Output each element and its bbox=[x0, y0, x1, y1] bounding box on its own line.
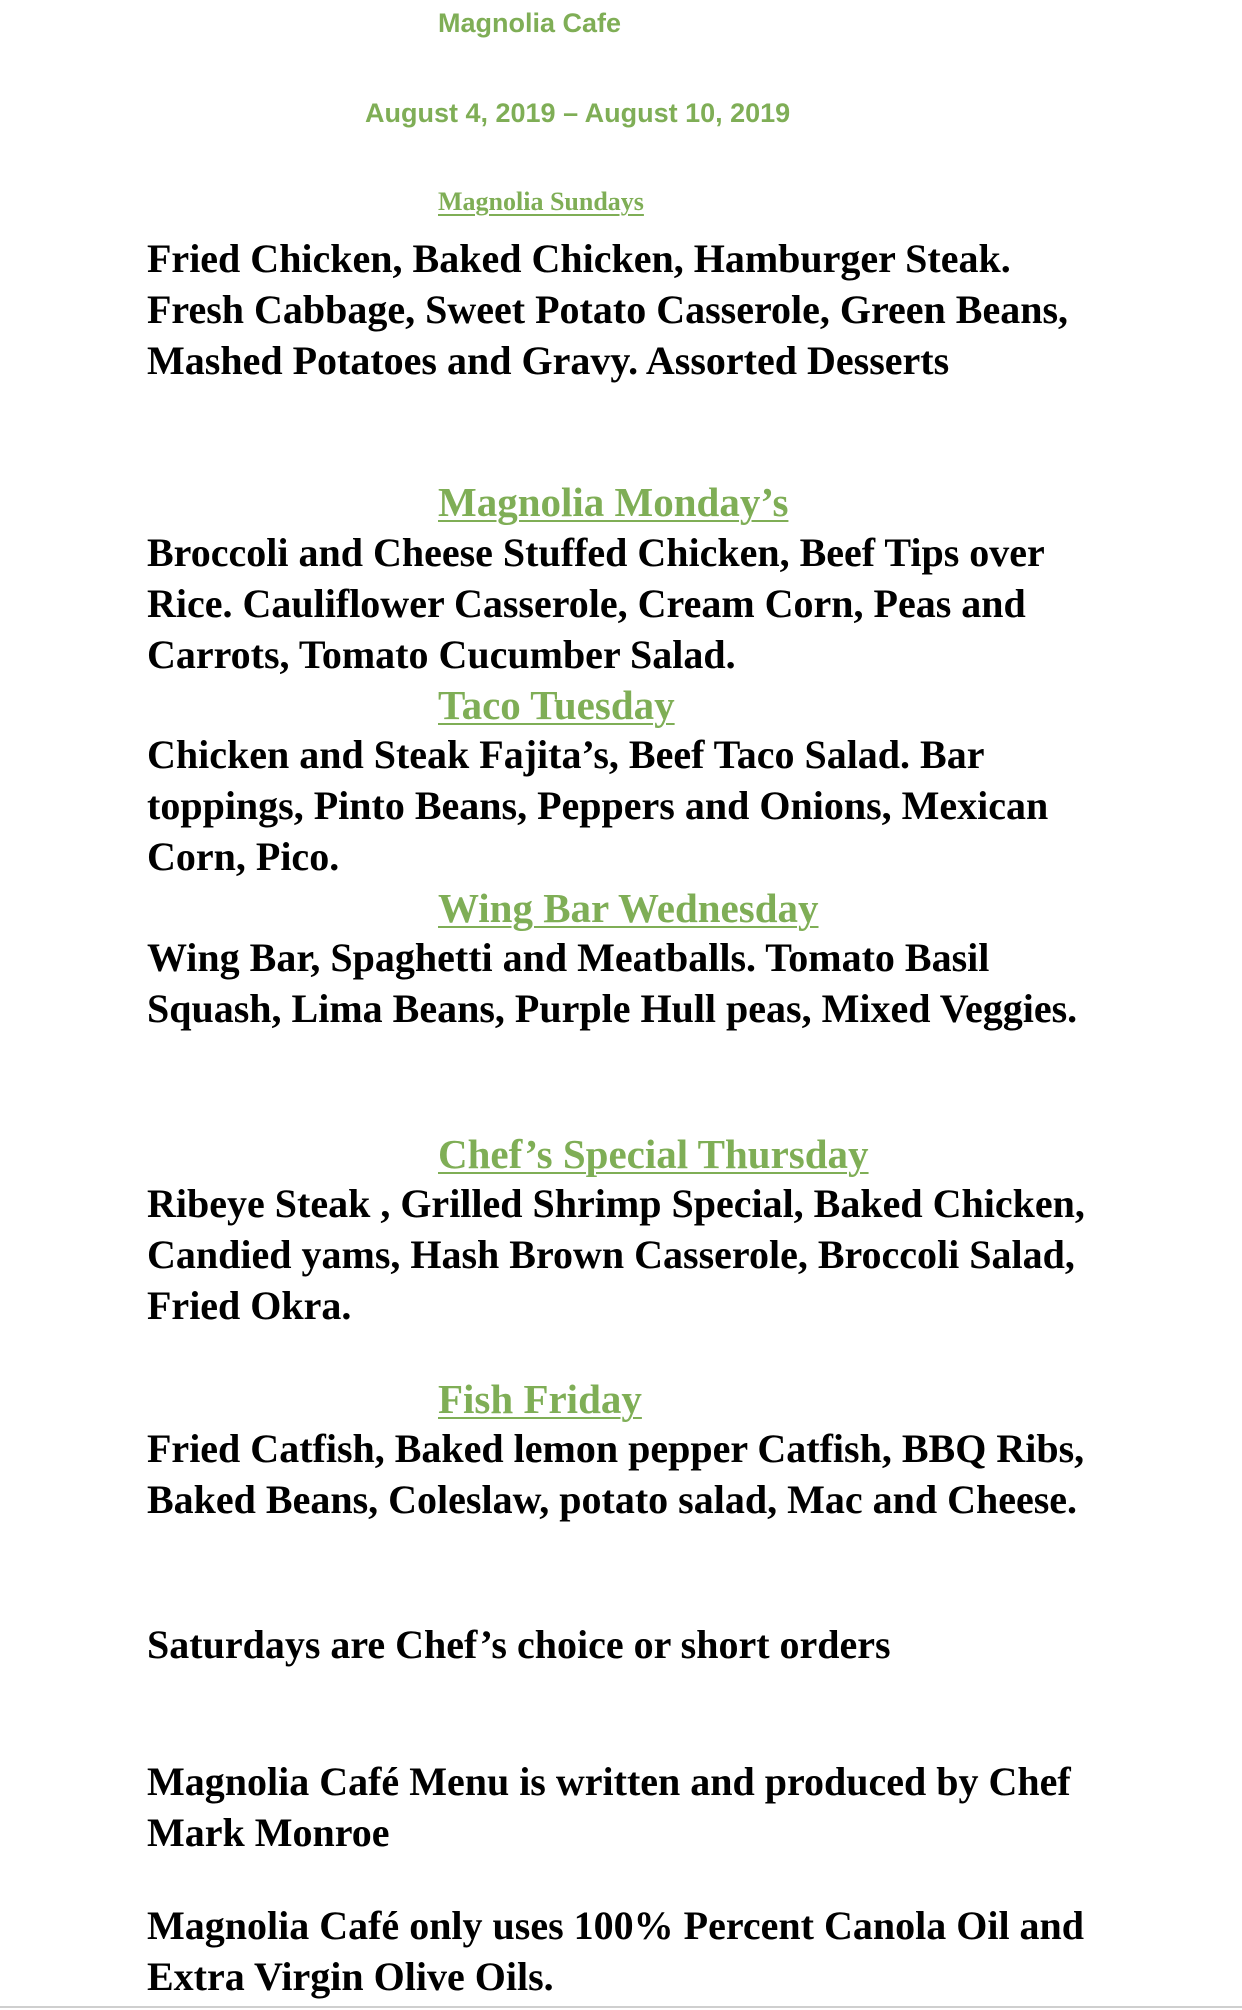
thursday-heading: Chef’s Special Thursday bbox=[438, 1131, 869, 1177]
oil-note: Magnolia Café only uses 100% Percent Canola Oil and Extra Virgin Olive Oils. bbox=[147, 1903, 1085, 1999]
friday-heading: Fish Friday bbox=[438, 1376, 642, 1422]
sunday-heading: Magnolia Sundays bbox=[438, 187, 644, 216]
wednesday-heading: Wing Bar Wednesday bbox=[438, 885, 819, 931]
tuesday-heading: Taco Tuesday bbox=[438, 682, 675, 728]
saturday-note: Saturdays are Chef’s choice or short orders bbox=[147, 1622, 891, 1667]
chef-credit: Magnolia Café Menu is written and produced by Chef Mark Monroe bbox=[147, 1759, 1071, 1855]
friday-menu-items: Fried Catfish, Baked lemon pepper Catfish, BBQ Ribs, Baked Beans, Coleslaw, potato salad, Mac and Cheese. bbox=[147, 1426, 1085, 1522]
monday-heading: Magnolia Monday’s bbox=[438, 479, 789, 525]
cafe-name: Magnolia Cafe bbox=[438, 8, 622, 38]
monday-menu-items: Broccoli and Cheese Stuffed Chicken, Beef Tips over Rice. Cauliflower Casserole, Cream Corn, Peas and Carrots, Tomato Cucumber Salad. bbox=[147, 530, 1045, 677]
bottom-divider bbox=[0, 2006, 1242, 2008]
tuesday-menu-items: Chicken and Steak Fajita’s, Beef Taco Salad. Bar toppings, Pinto Beans, Peppers and Onions, Mexican Corn, Pico. bbox=[147, 732, 1049, 879]
wednesday-menu-items: Wing Bar, Spaghetti and Meatballs. Tomato Basil Squash, Lima Beans, Purple Hull peas, Mixed Veggies. bbox=[147, 935, 1078, 1031]
thursday-menu-items: Ribeye Steak , Grilled Shrimp Special, Baked Chicken, Candied yams, Hash Brown Casserole, Broccoli Salad, Fried Okra. bbox=[147, 1181, 1085, 1328]
sunday-menu-items: Fried Chicken, Baked Chicken, Hamburger Steak. Fresh Cabbage, Sweet Potato Casserole, Green Beans, Mashed Potatoes and Gravy. Assorted Desserts bbox=[147, 236, 1069, 383]
date-range: August 4, 2019 – August 10, 2019 bbox=[365, 98, 791, 128]
